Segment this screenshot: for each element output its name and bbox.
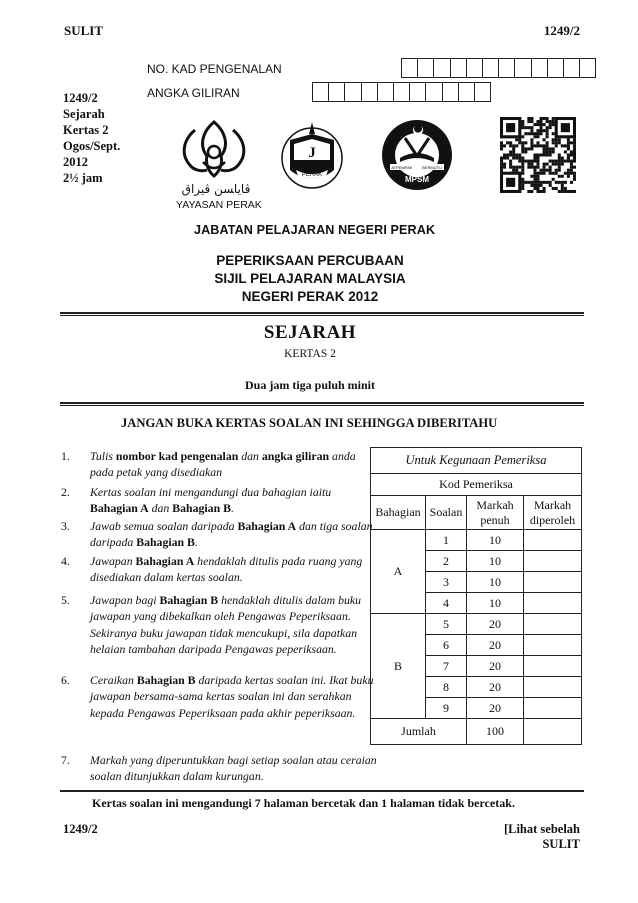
- instruction-text: Tulis nombor kad pengenalan dan angka giliran anda pada petak yang disediakan: [90, 449, 356, 480]
- ic-digit-box[interactable]: [547, 58, 564, 78]
- department-name: JABATAN PELAJARAN NEGERI PERAK: [194, 223, 436, 237]
- instruction-number: 2.: [61, 485, 70, 499]
- jpn-perak-emblem-icon: [278, 118, 346, 192]
- exam-title: [180, 252, 440, 306]
- mpsm-ribbon-left: ATPEMPAK: [391, 165, 413, 170]
- exam-digit-box[interactable]: [361, 82, 378, 102]
- exam-digit-box[interactable]: [458, 82, 475, 102]
- full-marks: 10: [467, 572, 524, 593]
- total-full-marks: 100: [467, 719, 524, 745]
- full-marks: 20: [467, 614, 524, 635]
- svg-text:J: J: [308, 145, 316, 161]
- pages-note: Kertas soalan ini mengandungi 7 halaman bercetak dan 1 halaman tidak bercetak.: [92, 796, 515, 810]
- ic-digit-box[interactable]: [482, 58, 499, 78]
- yayasan-perak-logo-icon: [175, 118, 253, 182]
- exam-digit-box[interactable]: [474, 82, 491, 102]
- paper-info-line: 1249/2: [63, 91, 98, 105]
- instruction-number: 6.: [61, 673, 70, 687]
- header-bahagian: Bahagian: [371, 496, 426, 530]
- exam-no-label: ANGKA GILIRAN: [147, 86, 240, 100]
- paper-info-line: Ogos/Sept.: [63, 139, 121, 153]
- question-number: 6: [426, 635, 467, 656]
- obtained-marks-cell[interactable]: [524, 530, 582, 551]
- footer-right: [504, 822, 580, 852]
- full-marks: 10: [467, 530, 524, 551]
- exam-digit-box[interactable]: [377, 82, 394, 102]
- exam-digit-box[interactable]: [425, 82, 442, 102]
- ic-digit-box[interactable]: [417, 58, 434, 78]
- instruction-text: Jawab semua soalan daripada Bahagian A dan tiga soalan daripada Bahagian B.: [90, 519, 373, 550]
- header-markah-diperoleh: Markah diperoleh: [524, 496, 582, 530]
- section-a-cell: A: [371, 530, 426, 614]
- instruction-text: Kertas soalan ini mengandungi dua bahagian iaitu Bahagian A dan Bahagian B.: [90, 485, 332, 516]
- marks-table-title: Untuk Kegunaan Pemeriksa: [371, 448, 582, 474]
- exam-digit-box[interactable]: [409, 82, 426, 102]
- obtained-marks-cell[interactable]: [524, 593, 582, 614]
- qr-code-icon: [500, 117, 576, 193]
- examiner-marks-table: [370, 447, 582, 745]
- header-paper-code: 1249/2: [543, 23, 580, 38]
- instruction-text: Jawapan bagi Bahagian B hendaklah ditulis dalam buku jawapan yang dibekalkan oleh Pengawas Peperiksaan. Sekiranya buku jawapan tidak mencukupi, sila dapatkan helaian tambahan daripada Pengawas peperiksaan.: [90, 593, 362, 657]
- ic-digit-box[interactable]: [531, 58, 548, 78]
- warning-text: JANGAN BUKA KERTAS SOALAN INI SEHINGGA DIBERITAHU: [121, 416, 498, 430]
- divider-line: [60, 402, 584, 404]
- instruction-number: 5.: [61, 593, 70, 607]
- exam-digit-box[interactable]: [393, 82, 410, 102]
- question-number: 5: [426, 614, 467, 635]
- ic-number-boxes[interactable]: [402, 58, 596, 78]
- full-marks: 20: [467, 635, 524, 656]
- paper-info-line: Kertas 2: [63, 123, 109, 137]
- instruction-number: 7.: [61, 753, 70, 767]
- instruction-number: 3.: [61, 519, 70, 533]
- header-markah-penuh: Markah penuh: [467, 496, 524, 530]
- obtained-marks-cell[interactable]: [524, 656, 582, 677]
- footer-paper-code: 1249/2: [63, 822, 98, 836]
- instruction-text: Ceraikan Bahagian B daripada kertas soalan ini. Ikat buku jawapan bersama-sama kertas soalan ini dan serahkan kepada Pengawas Peperiksaan pada akhir peperiksaan.: [90, 673, 374, 720]
- ic-digit-box[interactable]: [579, 58, 596, 78]
- exam-title-line: SIJIL PELAJARAN MALAYSIA: [214, 271, 406, 286]
- paper-info-line: 2½ jam: [63, 171, 103, 185]
- marks-row: [371, 614, 582, 635]
- instruction-text: Jawapan Bahagian A hendaklah ditulis pada ruang yang disediakan dalam kertas soalan.: [90, 554, 363, 585]
- marks-table-subtitle: Kod Pemeriksa: [371, 474, 582, 496]
- ic-digit-box[interactable]: [401, 58, 418, 78]
- obtained-marks-cell[interactable]: [524, 551, 582, 572]
- ic-digit-box[interactable]: [498, 58, 515, 78]
- instruction-number: 1.: [61, 449, 70, 463]
- duration: Dua jam tiga puluh minit: [244, 378, 376, 392]
- obtained-marks-cell[interactable]: [524, 614, 582, 635]
- ic-digit-box[interactable]: [433, 58, 450, 78]
- instruction-number: 4.: [61, 554, 70, 568]
- instructions-list: [61, 448, 401, 788]
- subject-title: SEJARAH: [263, 322, 357, 343]
- marks-row: [371, 530, 582, 551]
- obtained-marks-cell[interactable]: [524, 572, 582, 593]
- mpsm-ribbon-right: BERMUTU: [422, 165, 442, 170]
- ic-digit-box[interactable]: [563, 58, 580, 78]
- section-b-cell: B: [371, 614, 426, 719]
- full-marks: 20: [467, 656, 524, 677]
- header-soalan: Soalan: [426, 496, 467, 530]
- divider-line: [60, 315, 584, 316]
- total-label: Jumlah: [371, 719, 467, 745]
- question-number: 4: [426, 593, 467, 614]
- yayasan-label: YAYASAN PERAK: [176, 199, 262, 211]
- footer-sulit: SULIT: [542, 837, 580, 851]
- exam-digit-box[interactable]: [312, 82, 329, 102]
- header-sulit: SULIT: [64, 23, 104, 38]
- ic-digit-box[interactable]: [514, 58, 531, 78]
- question-number: 8: [426, 677, 467, 698]
- exam-digit-box[interactable]: [328, 82, 345, 102]
- paper-number: KERTAS 2: [284, 348, 336, 360]
- question-number: 9: [426, 698, 467, 719]
- question-number: 1: [426, 530, 467, 551]
- paper-info: [63, 90, 120, 186]
- total-obtained-cell[interactable]: [524, 719, 582, 745]
- obtained-marks-cell[interactable]: [524, 698, 582, 719]
- yayasan-script-text: ڤايا‍سن ڤيراق: [181, 182, 251, 196]
- divider-line: [60, 790, 584, 792]
- full-marks: 10: [467, 551, 524, 572]
- question-number: 2: [426, 551, 467, 572]
- exam-digit-box[interactable]: [442, 82, 459, 102]
- exam-title-line: NEGERI PERAK 2012: [241, 289, 379, 304]
- instruction-text: Markah yang diperuntukkan bagi setiap soalan atau ceraian soalan ditunjukkan dalam kurungan.: [90, 753, 377, 784]
- exam-digit-box[interactable]: [344, 82, 361, 102]
- ic-digit-box[interactable]: [466, 58, 483, 78]
- divider-line: [60, 405, 584, 406]
- exam-title-line: PEPERIKSAAN PERCUBAAN: [216, 253, 404, 268]
- mpsm-emblem-icon: [380, 118, 454, 192]
- divider-line: [60, 312, 584, 314]
- obtained-marks-cell[interactable]: [524, 677, 582, 698]
- paper-info-line: Sejarah: [63, 107, 105, 121]
- full-marks: 20: [467, 677, 524, 698]
- exam-number-boxes[interactable]: [313, 82, 491, 102]
- paper-info-line: 2012: [63, 155, 88, 169]
- full-marks: 10: [467, 593, 524, 614]
- full-marks: 20: [467, 698, 524, 719]
- obtained-marks-cell[interactable]: [524, 635, 582, 656]
- ic-digit-box[interactable]: [450, 58, 467, 78]
- ic-label: NO. KAD PENGENALAN: [147, 62, 282, 76]
- footer-next-page: [Lihat sebelah: [503, 822, 580, 836]
- question-number: 3: [426, 572, 467, 593]
- mpsm-label: MPSM: [405, 175, 429, 184]
- jpn-badge-text: PERAK: [301, 172, 323, 178]
- question-number: 7: [426, 656, 467, 677]
